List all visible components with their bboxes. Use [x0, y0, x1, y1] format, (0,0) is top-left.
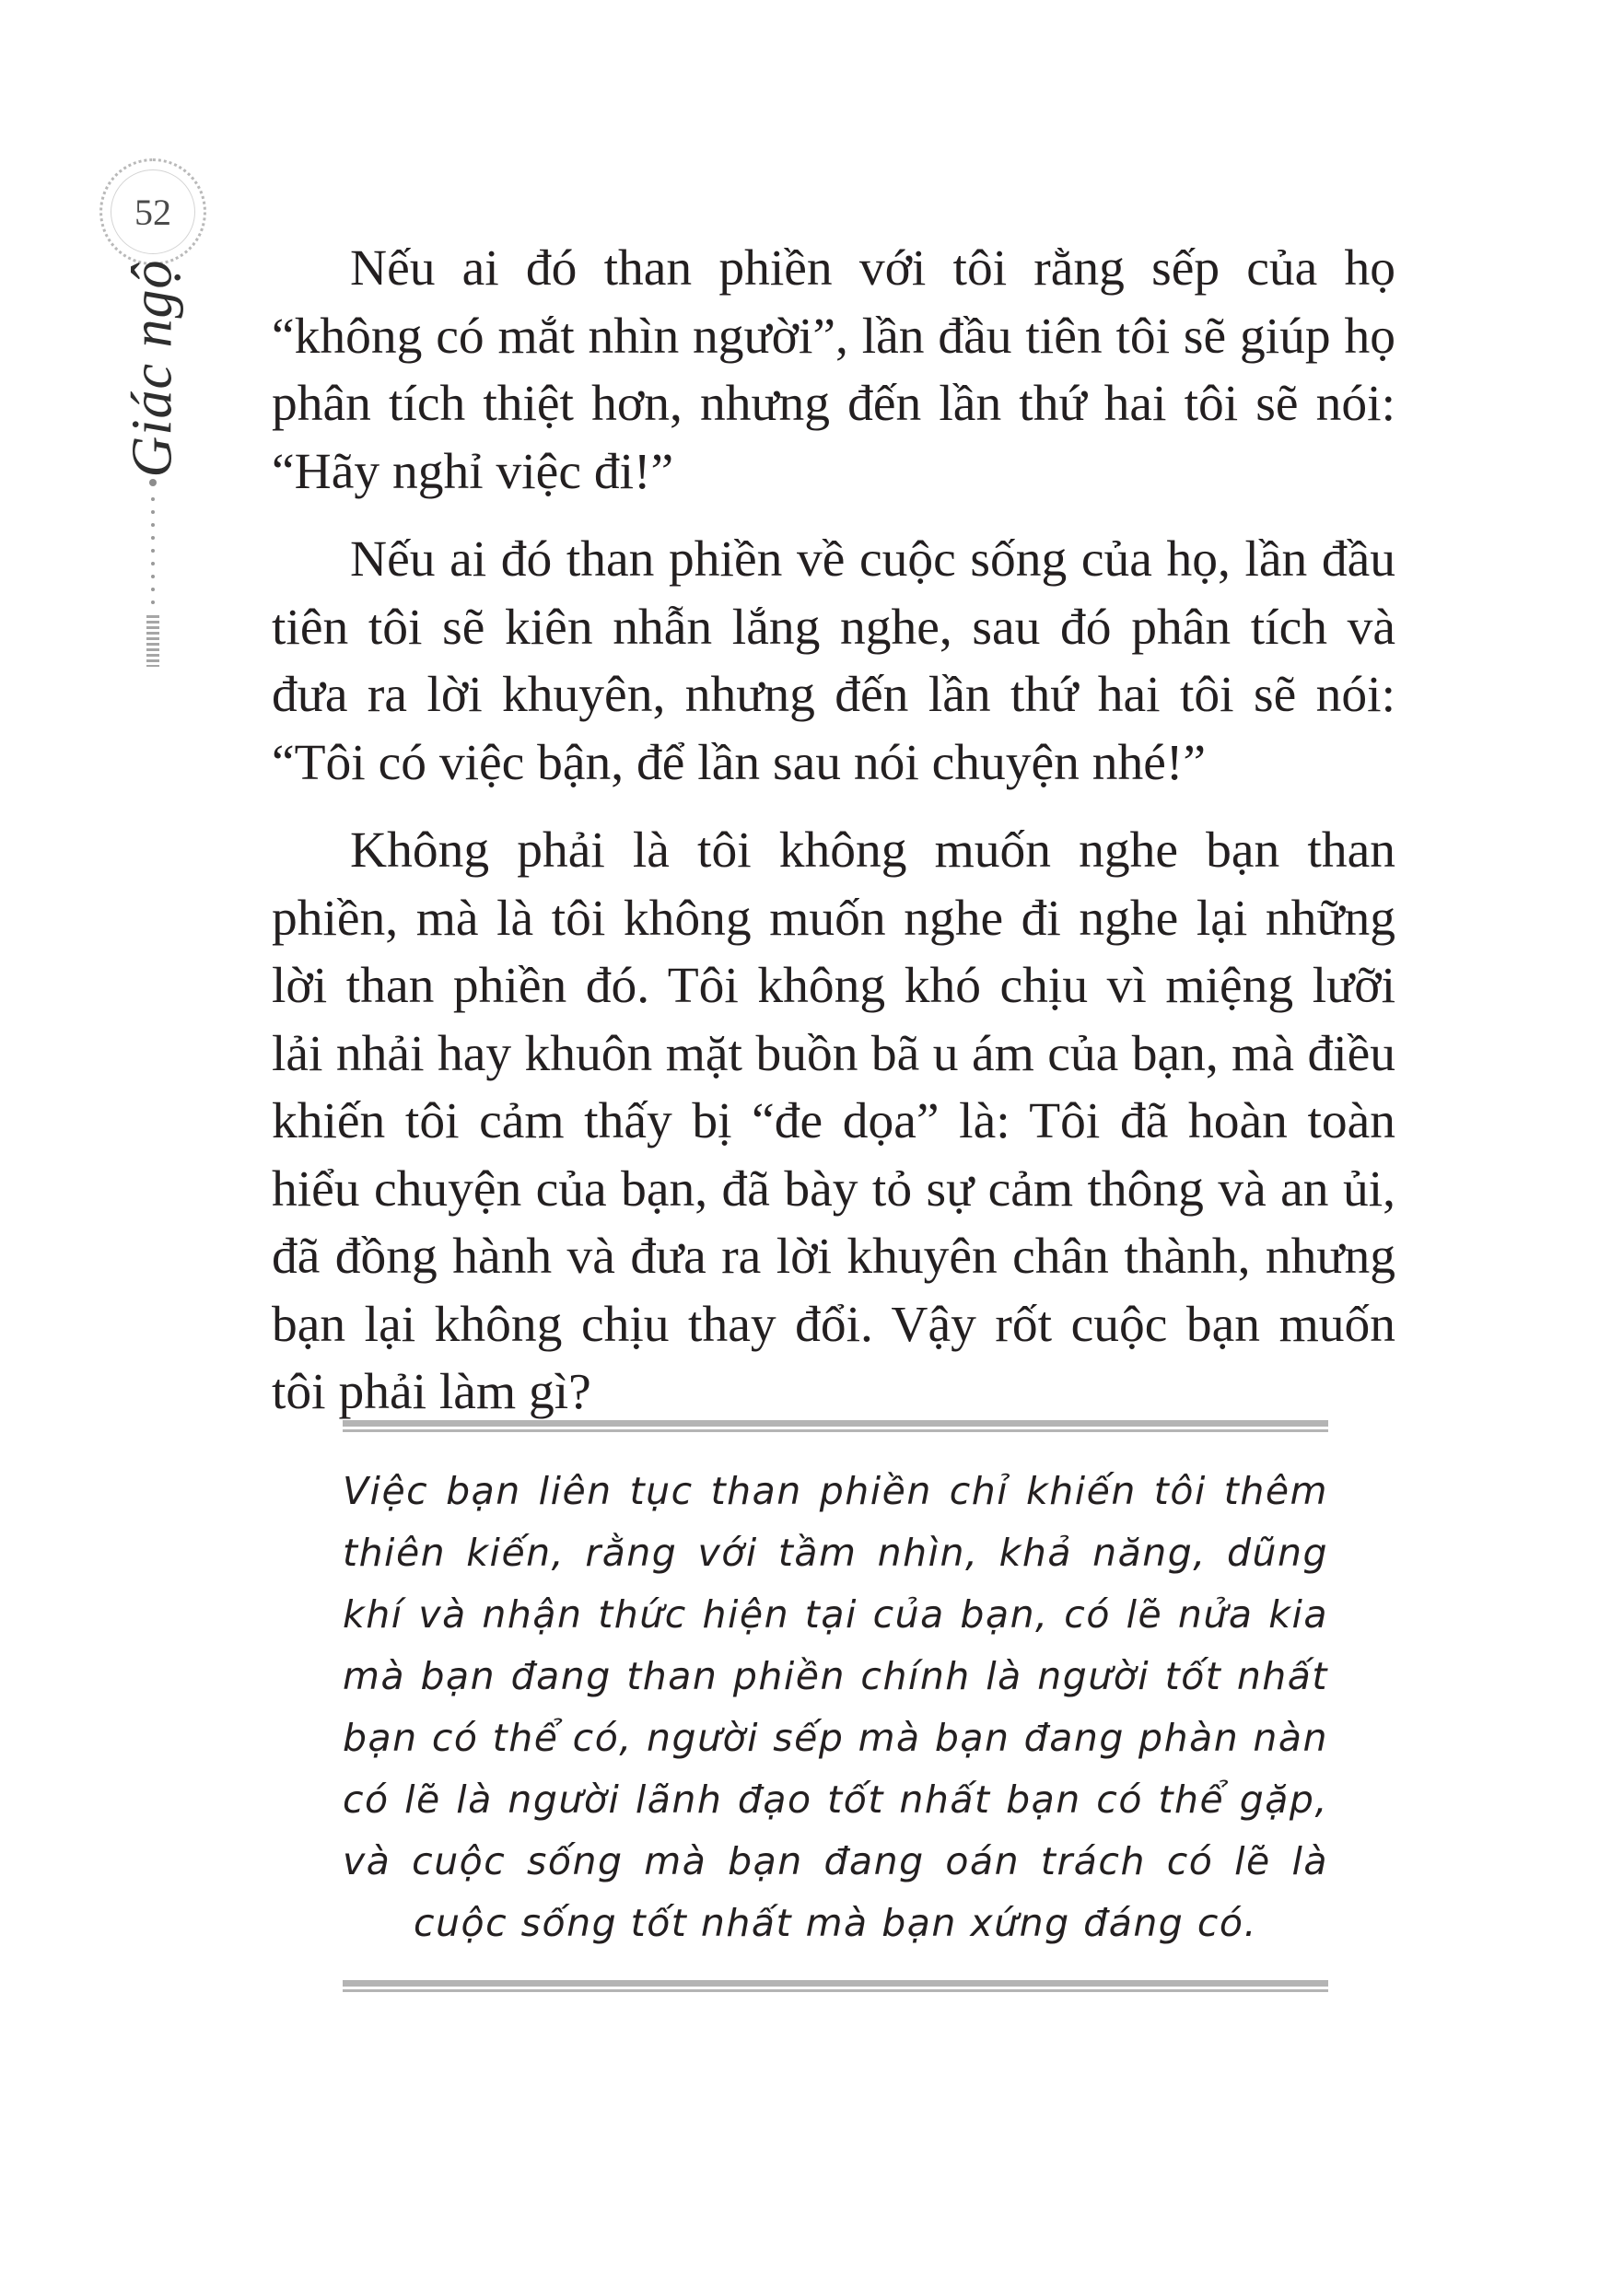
- page-number: 52: [134, 191, 171, 233]
- ornament-dot: [151, 549, 155, 553]
- body-text: [272, 235, 1395, 1447]
- ornament-dot: [151, 600, 155, 604]
- running-book-title: Giác ngộ: [121, 259, 184, 478]
- paragraph: Nếu ai đó than phiền về cuộc sống của họ, lần đầu tiên tôi sẽ kiên nhẫn lắng nghe, sau đó phân tích và đưa ra lời khuyên, nhưng đến lần thứ hai tôi sẽ nói: “Tôi có việc bận, để lần sau nói chuyện nhé!”: [272, 531, 1395, 791]
- ornament-dot: [151, 575, 155, 578]
- ornament-dot: [151, 588, 155, 591]
- ornament-tassel: [146, 615, 159, 667]
- ornament-dot: [151, 536, 155, 540]
- ornament-dot: [151, 562, 155, 565]
- margin-ornament: [148, 479, 158, 663]
- ornament-dot: [151, 523, 155, 527]
- quote-top-rule: [343, 1420, 1328, 1432]
- page-number-badge: [99, 158, 206, 265]
- ornament-dot: [149, 479, 157, 486]
- quote-text: Việc bạn liên tục than phiền chỉ khiến tôi thêm thiên kiến, rằng với tầm nhìn, khả năng, dũng khí và nhận thức hiện tại của bạn, có lẽ nửa kia mà bạn đang than phiền chính là người tốt nhất bạn có thể có, người sếp mà bạn đang phàn nàn có lẽ là người lãnh đạo tốt nhất bạn có thể gặp, và cuộc sống mà bạn đang oán trách có lẽ là cuộc sống tốt nhất mà bạn xứng đáng có.: [343, 1469, 1328, 1945]
- paragraph: Nếu ai đó than phiền với tôi rằng sếp của họ “không có mắt nhìn người”, lần đầu tiên tôi sẽ giúp họ phân tích thiệt hơn, nhưng đến lần thứ hai tôi sẽ nói: “Hãy nghỉ việc đi!”: [272, 240, 1395, 500]
- ornament-dot: [151, 510, 155, 514]
- ornament-dot: [151, 497, 155, 501]
- quote-bottom-rule: [343, 1980, 1328, 1992]
- paragraph: Không phải là tôi không muốn nghe bạn than phiền, mà là tôi không muốn nghe đi nghe lại những lời than phiền đó. Tôi không khó chịu vì miệng lưỡi lải nhải hay khuôn mặt buồn bã u ám của bạn, mà điều khiến tôi cảm thấy bị “đe dọa” là: Tôi đã hoàn toàn hiểu chuyện của bạn, đã bày tỏ sự cảm thông và an ủi, đã đồng hành và đưa ra lời khuyên chân thành, nhưng bạn lại không chịu thay đổi. Vậy rốt cuộc bạn muốn tôi phải làm gì?: [272, 822, 1395, 1420]
